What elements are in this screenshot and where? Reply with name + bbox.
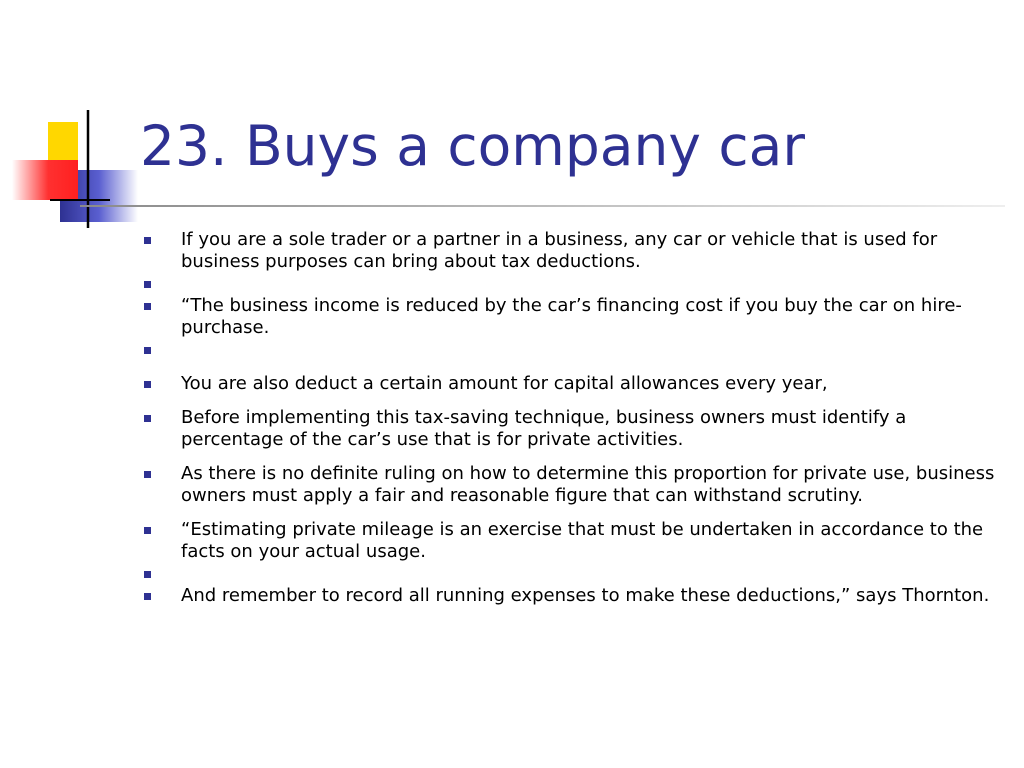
bullet-item — [144, 407, 1004, 451]
bullet-text: “The business income is reduced by the car’s financing cost if you buy the car on hire-purchase. — [181, 295, 962, 338]
bullet-square-icon — [144, 347, 151, 354]
bullet-text: And remember to record all running expenses to make these deductions,” says Thornton. — [181, 585, 990, 606]
bullet-square-icon — [144, 593, 151, 600]
bullet-text: As there is no definite ruling on how to determine this proportion for private use, business owners must apply a fair and reasonable figure that can withstand scrutiny. — [181, 463, 995, 506]
bullet-square-icon — [144, 571, 151, 578]
bullet-item — [144, 463, 1004, 507]
slide-logo-decoration — [0, 0, 150, 240]
bullet-square-icon — [144, 237, 151, 244]
bullet-square-icon — [144, 415, 151, 422]
bullet-item — [144, 295, 1004, 339]
bullet-item — [144, 373, 1004, 395]
bullet-text: If you are a sole trader or a partner in a business, any car or vehicle that is used for business purposes can bring about tax deductions. — [181, 229, 938, 272]
bullet-list — [144, 229, 1004, 607]
bullet-text: You are also deduct a certain amount for capital allowances every year, — [181, 373, 828, 394]
bullet-square-icon — [144, 281, 151, 288]
bullet-square-icon — [144, 303, 151, 310]
bullet-item-empty — [144, 563, 1004, 585]
bullet-square-icon — [144, 471, 151, 478]
bullet-square-icon — [144, 527, 151, 534]
title-divider — [80, 205, 1005, 207]
bullet-item — [144, 585, 1004, 607]
bullet-item — [144, 229, 1004, 273]
bullet-item-empty — [144, 273, 1004, 295]
bullet-square-icon — [144, 381, 151, 388]
bullet-text: “Estimating private mileage is an exercise that must be undertaken in accordance to the facts on your actual usage. — [181, 519, 984, 562]
bullet-item — [144, 519, 1004, 563]
logo-graphic — [0, 0, 150, 240]
slide-title: 23. Buys a company car — [140, 114, 805, 178]
bullet-item-empty — [144, 339, 1004, 361]
bullet-text: Before implementing this tax-saving technique, business owners must identify a percentage of the car’s use that is for private activities. — [181, 407, 907, 450]
